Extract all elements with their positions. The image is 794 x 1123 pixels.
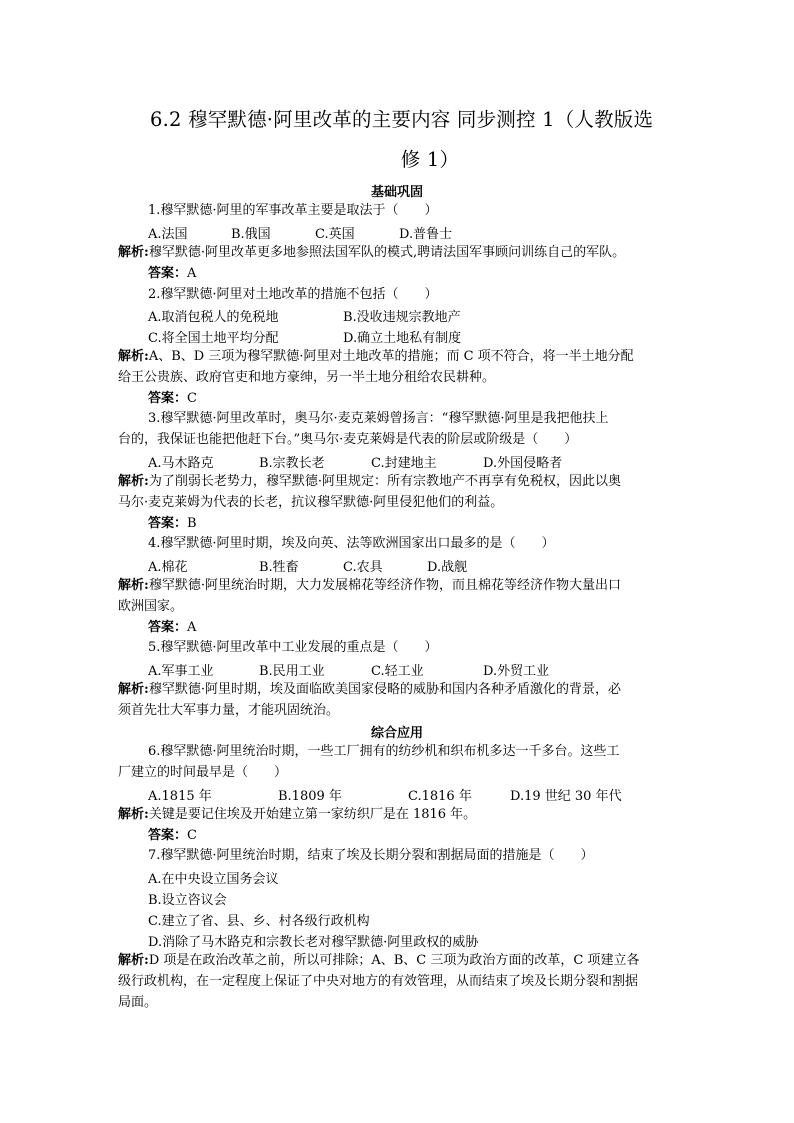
answer-value: A	[187, 266, 197, 281]
question-7-analysis-cont-2: 局面。	[118, 995, 158, 1010]
question-7-option-b: B.设立咨议会	[148, 893, 227, 908]
question-4-analysis-cont: 欧洲国家。	[118, 599, 184, 614]
question-3-analysis-cont: 马尔·麦克莱姆为代表的长老，抗议穆罕默德·阿里侵犯他们的利益。	[118, 495, 504, 510]
question-5-analysis	[118, 680, 621, 700]
answer-label: 答案：	[148, 828, 188, 843]
analysis-text: 穆罕默德·阿里改革更多地参照法国军队的模式,聘请法国军事顾问训练自己的军队。	[148, 245, 626, 260]
section-heading-comprehensive: 综合应用	[370, 726, 423, 741]
question-3-option-a: A.马木路克	[148, 456, 214, 471]
section-heading-basic: 基础巩固	[370, 185, 423, 200]
analysis-label: 解析:	[118, 349, 149, 364]
analysis-text: 穆罕默德·阿里时期，埃及面临欧美国家侵略的威胁和国内各种矛盾激化的背景，必	[148, 682, 621, 697]
answer-label: 答案：	[148, 516, 188, 531]
question-2-answer	[148, 389, 197, 409]
question-3-analysis	[118, 472, 621, 492]
analysis-label: 解析:	[118, 807, 149, 822]
question-2-option-c: C.将全国土地平均分配	[148, 331, 279, 346]
question-1-option-a: A.法国	[148, 227, 188, 242]
question-1-option-b: B.俄国	[231, 227, 271, 242]
title-line-2: 修 1）	[400, 148, 460, 171]
analysis-label: 解析:	[118, 682, 149, 697]
answer-value: A	[187, 620, 197, 635]
question-3-stem: 3.穆罕默德·阿里改革时，奥马尔·麦克莱姆曾扬言：“穆罕默德·阿里是我把他扶上	[148, 411, 609, 426]
question-2-option-b: B.没收违规宗教地产	[343, 310, 461, 325]
analysis-label: 解析:	[118, 245, 149, 260]
question-4-analysis	[118, 576, 621, 596]
question-3-option-c: C.封建地主	[371, 456, 437, 471]
question-5-analysis-cont: 须首先壮大军事力量，才能巩固统治。	[118, 703, 340, 718]
question-4-option-d: D.战舰	[427, 560, 468, 575]
question-6-option-c: C.1816 年	[408, 789, 472, 804]
question-6-option-b: B.1809 年	[278, 789, 342, 804]
question-5-option-d: D.外贸工业	[483, 664, 550, 679]
analysis-text: 关键是要记住埃及开始建立第一家纺织厂是在 1816 年。	[148, 807, 477, 822]
title-line-1: 6.2 穆罕默德·阿里改革的主要内容 同步测控 1（人教版选	[150, 108, 654, 131]
question-7-option-c: C.建立了省、县、乡、村各级行政机构	[148, 914, 370, 929]
analysis-label: 解析:	[118, 474, 149, 489]
question-4-stem: 4.穆罕默德·阿里时期，埃及向英、法等欧洲国家出口最多的是（ ）	[148, 536, 555, 551]
question-2-analysis	[118, 347, 634, 367]
question-6-stem: 6.穆罕默德·阿里统治时期，一些工厂拥有的纺纱机和织布机多达一千多台。这些工	[148, 744, 620, 759]
analysis-text: 为了削弱长老势力，穆罕默德·阿里规定：所有宗教地产不再享有免税权，因此以奥	[148, 474, 621, 489]
question-2-option-d: D.确立土地私有制度	[343, 331, 462, 346]
question-4-option-b: B.牲畜	[259, 560, 299, 575]
answer-value: C	[187, 828, 197, 843]
question-7-analysis-cont: 级行政机构，在一定程度上保证了中央对地方的有效管理，从而结束了埃及长期分裂和割据	[118, 974, 639, 989]
question-1-analysis	[118, 243, 625, 263]
question-2-stem: 2.穆罕默德·阿里对土地改革的措施不包括（ ）	[148, 287, 438, 302]
analysis-label: 解析:	[118, 953, 149, 968]
question-5-option-c: C.轻工业	[371, 664, 424, 679]
question-7-analysis	[118, 951, 639, 971]
answer-value: C	[187, 391, 197, 406]
question-4-option-a: A.棉花	[148, 560, 188, 575]
question-6-answer	[148, 826, 197, 846]
question-1-option-d: D.普鲁士	[399, 227, 453, 242]
analysis-text: A、B、D 三项为穆罕默德·阿里对土地改革的措施；而 C 项不符合，将一半土地分配	[148, 349, 634, 364]
question-6-stem-cont: 厂建立的时间最早是（ ）	[118, 765, 288, 780]
question-7-stem: 7.穆罕默德·阿里统治时期，结束了埃及长期分裂和割据局面的措施是（ ）	[148, 848, 594, 863]
question-6-option-a: A.1815 年	[148, 789, 212, 804]
answer-label: 答案：	[148, 620, 188, 635]
question-2-analysis-cont: 给王公贵族、政府官吏和地方豪绅，另一半土地分租给农民耕种。	[118, 370, 496, 385]
analysis-label: 解析:	[118, 578, 149, 593]
question-7-option-a: A.在中央设立国务会议	[148, 872, 279, 887]
page-title	[150, 100, 690, 180]
question-6-analysis	[118, 805, 476, 825]
question-1-stem: 1.穆罕默德·阿里的军事改革主要是取法于（ ）	[148, 203, 438, 218]
question-1-option-c: C.英国	[315, 227, 355, 242]
question-6-option-d: D.19 世纪 30 年代	[510, 789, 622, 804]
question-4-answer	[148, 618, 196, 638]
question-1-answer	[148, 264, 196, 284]
answer-value: B	[187, 516, 197, 531]
answer-label: 答案：	[148, 391, 188, 406]
question-5-option-a: A.军事工业	[148, 664, 214, 679]
question-7-option-d: D.消除了马木路克和宗教长老对穆罕默德·阿里政权的威胁	[148, 935, 479, 950]
question-3-stem-cont: 台的，我保证也能把他赶下台。”奥马尔·麦克莱姆是代表的阶层或阶级是（ ）	[118, 432, 578, 447]
question-3-option-d: D.外国侵略者	[483, 456, 563, 471]
question-5-stem: 5.穆罕默德·阿里改革中工业发展的重点是（ ）	[148, 640, 438, 655]
question-4-option-c: C.农具	[343, 560, 383, 575]
analysis-text: D 项是在政治改革之前，所以可排除；A、B、C 三项为政治方面的改革，C 项建立各	[148, 953, 640, 968]
analysis-text: 穆罕默德·阿里统治时期，大力发展棉花等经济作物，而且棉花等经济作物大量出口	[148, 578, 621, 593]
question-3-option-b: B.宗教长老	[259, 456, 325, 471]
question-2-option-a: A.取消包税人的免税地	[148, 310, 279, 325]
question-5-option-b: B.民用工业	[259, 664, 325, 679]
answer-label: 答案：	[148, 266, 188, 281]
question-3-answer	[148, 514, 197, 534]
